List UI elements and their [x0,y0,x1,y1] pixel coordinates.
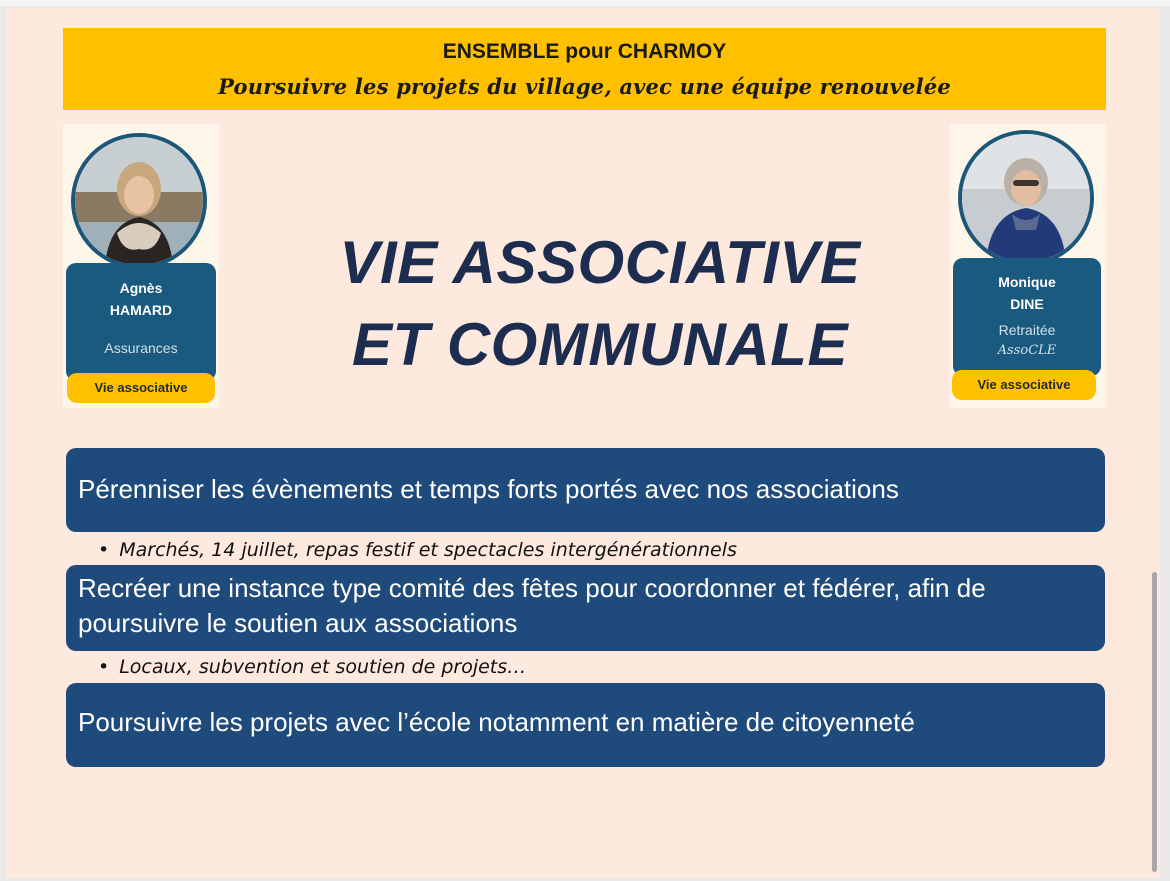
candidate-last-name: HAMARD [109,302,173,318]
candidate-card-dine [950,124,1106,408]
program-item-1: Pérenniser les évènements et temps forts portés avec nos associations [66,448,1105,532]
header-banner [63,28,1106,110]
candidate-first-name: Monique [998,274,1056,290]
scrollbar[interactable] [1152,572,1157,872]
candidate-photo [71,133,207,269]
candidate-job: Retraitée [998,322,1056,338]
candidate-association: AssoCLE [997,343,1057,358]
banner-title: ENSEMBLE pour CHARMOY [442,40,727,63]
candidate-role-badge: Vie associative [952,370,1096,400]
top-edge [0,0,1170,6]
candidate-role-badge: Vie associative [67,373,215,403]
page-title [300,222,900,386]
program-item-2: Recréer une instance type comité des fêtes pour coordonner et fédérer, afin de poursuivre le soutien aux associations [66,565,1105,651]
bullet-text: Locaux, subvention et soutien de projets… [119,656,527,678]
candidate-first-name: Agnès [119,280,163,296]
page-title-line-2: ET COMMUNALE [352,311,848,378]
program-item-1-detail [98,539,737,561]
banner-subtitle: Poursuivre les projets du village, avec une équipe renouvelée [218,74,951,99]
program-item-2-detail [98,656,526,680]
candidate-info-panel [66,263,216,381]
program-item-3: Poursuivre les projets avec l’école notamment en matière de citoyenneté [66,683,1105,767]
bullet-icon: • [98,656,110,678]
page-title-line-1: VIE ASSOCIATIVE [339,229,861,296]
bullet-text: Marchés, 14 juillet, repas festif et spectacles intergénérationnels [119,539,737,561]
candidate-photo [958,130,1094,266]
bullet-icon: • [98,539,110,561]
candidate-info-panel [953,258,1101,376]
candidate-job: Assurances [104,340,178,356]
candidate-card-hamard [63,124,219,408]
candidate-last-name: DINE [1010,296,1044,312]
